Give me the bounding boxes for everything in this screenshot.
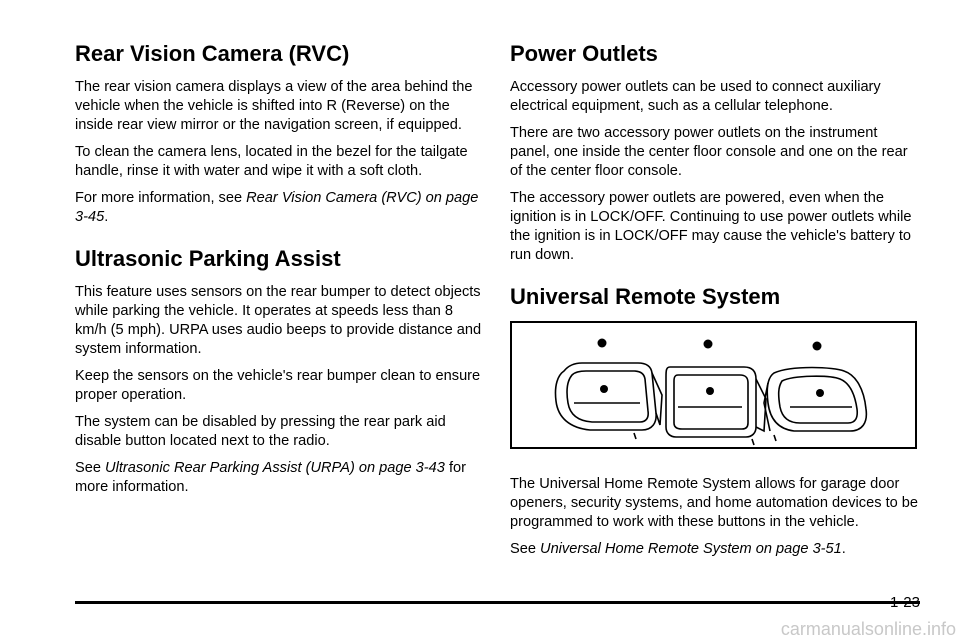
rvc-cross-reference-link[interactable]: Rear Vision Camera (RVC) on page 3-45 <box>75 190 479 225</box>
rvc-paragraph-1: The rear vision camera displays a view of the area behind the vehicle when the vehicle is shifted into R (Reverse) on the inside rear view mirror or the navigation screen, if equipped. <box>75 79 473 133</box>
indicator-dot-2 <box>704 340 713 349</box>
indicator-dot-1 <box>598 339 607 348</box>
upa-paragraph-2: Keep the sensors on the vehicle's rear bumper clean to ensure proper operation. <box>75 368 481 403</box>
footer-rule <box>75 601 920 604</box>
rvc-paragraph-3 <box>75 189 485 227</box>
power-outlets-heading: Power Outlets <box>510 41 658 66</box>
upa-paragraph-4 <box>75 459 485 497</box>
remote-buttons-illustration <box>510 321 917 449</box>
power-paragraph-3: The accessory power outlets are powered, even when the ignition is in LOCK/OFF. Continuing to use power outlets while the ignition is in LOCK/OFF may cause the vehicle's battery to run down. <box>510 190 912 263</box>
upa-heading: Ultrasonic Parking Assist <box>75 246 341 271</box>
power-paragraph-1: Accessory power outlets can be used to connect auxiliary electrical equipment, such as a cellular telephone. <box>510 79 881 114</box>
right-column <box>510 40 920 567</box>
upa-cross-reference-link[interactable]: Ultrasonic Rear Parking Assist (URPA) on page 3-43 <box>105 460 445 476</box>
upa-paragraph-1: This feature uses sensors on the rear bumper to detect objects while parking the vehicle. It operates at speeds less than 8 km/h (5 mph). URPA uses audio beeps to provide distance and system information. <box>75 284 482 357</box>
urs-ref-suffix: . <box>841 541 846 557</box>
rvc-paragraph-2: To clean the camera lens, located in the bezel for the tailgate handle, rinse it with water and wipe it with a soft cloth. <box>75 144 468 179</box>
urs-heading: Universal Remote System <box>510 284 781 309</box>
upa-ref-suffix: for more information. <box>75 460 466 495</box>
remote-button-2 <box>666 367 766 445</box>
upa-paragraph-3: The system can be disabled by pressing the rear park aid disable button located next to the radio. <box>75 414 446 449</box>
indicator-dot-3 <box>813 342 822 351</box>
urs-cross-reference-link[interactable]: Universal Home Remote System on page 3-51 <box>540 541 842 557</box>
page-number: 1-23 <box>889 594 920 611</box>
rvc-ref-suffix: . <box>104 209 109 225</box>
remote-buttons-drawing <box>512 323 915 447</box>
urs-ref-prefix: See <box>510 541 541 557</box>
power-paragraph-2: There are two accessory power outlets on the instrument panel, one inside the center floor console and one on the rear of the center floor console. <box>510 125 908 179</box>
upa-ref-prefix: See <box>75 460 106 476</box>
remote-button-1 <box>555 363 662 439</box>
urs-paragraph-2 <box>510 540 920 559</box>
urs-paragraph-1: The Universal Home Remote System allows for garage door openers, security systems, and home automation devices to be programmed to work with these buttons in the vehicle. <box>510 476 919 530</box>
left-column <box>75 40 485 505</box>
remote-button-3 <box>764 368 866 442</box>
watermark: carmanualsonline.info <box>780 619 956 639</box>
rvc-heading: Rear Vision Camera (RVC) <box>75 41 350 66</box>
rvc-ref-prefix: For more information, see <box>75 190 247 206</box>
